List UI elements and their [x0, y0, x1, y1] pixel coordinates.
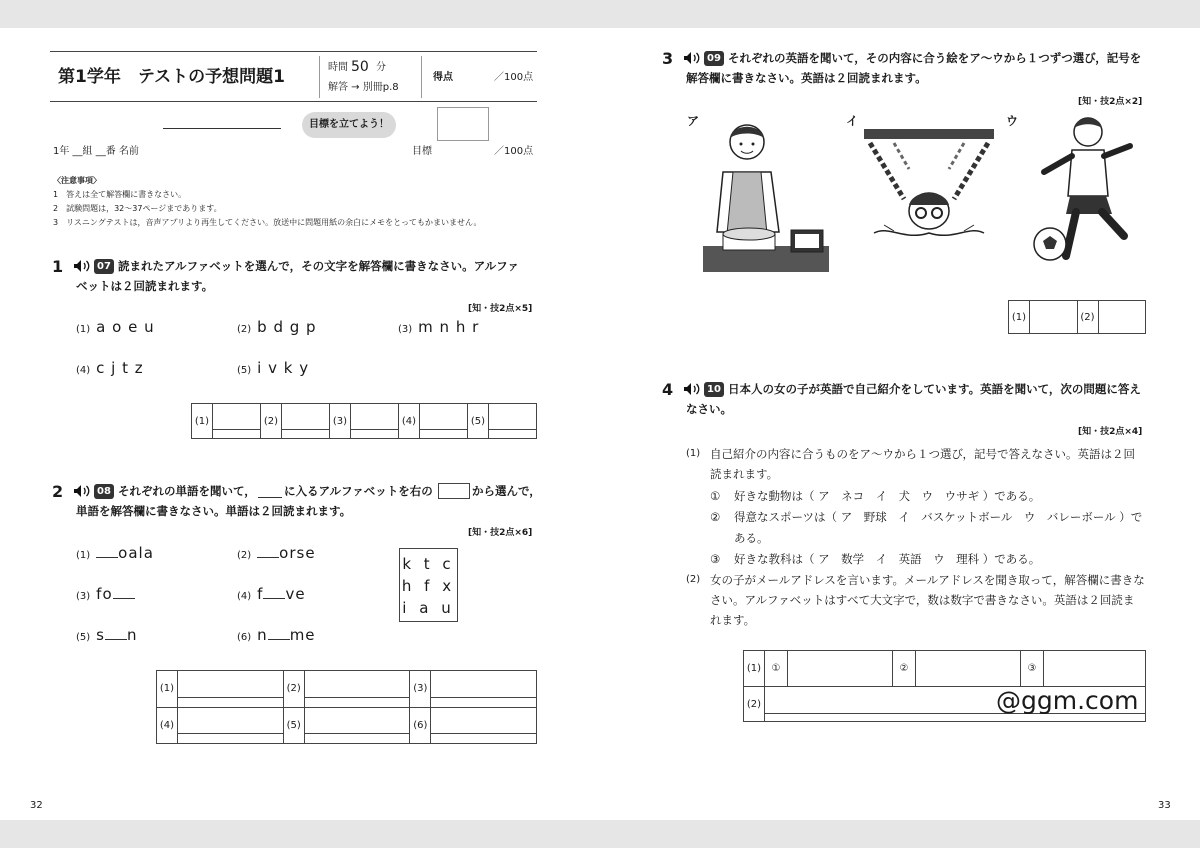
picture-label-i: イ	[846, 114, 859, 128]
blank-example	[258, 497, 282, 498]
q1-answer-cell-3[interactable]	[351, 404, 399, 439]
name-line[interactable]	[163, 128, 281, 129]
question-3-text: それぞれの英語を聞いて，その内容に合う絵をア～ウから１つずつ選び，記号を	[728, 51, 1142, 65]
q2-answer-label-1: (1)	[157, 671, 178, 708]
notes-title: 〈注意事項〉	[53, 176, 101, 185]
question-4-text: 日本人の女の子が英語で自己紹介をしています。英語を聞いて，次の問題に答え	[728, 382, 1141, 396]
question-1-score: [知・技2点×5]	[468, 304, 533, 314]
track-10-badge[interactable]: 10	[704, 382, 724, 397]
score-max: ／100点	[494, 72, 534, 83]
textbook-spread	[0, 28, 1200, 820]
track-08-badge[interactable]: 08	[94, 484, 114, 499]
q2-answer-label-3: (3)	[410, 671, 431, 708]
q1-item-5: (5) i v k y	[237, 359, 310, 377]
swimming-person-icon	[864, 129, 994, 247]
page-number-left: 32	[30, 800, 43, 811]
header-top-rule	[50, 51, 537, 52]
q2-answer-cell-5[interactable]	[304, 707, 410, 744]
q4-sub2-text: 女の子がメールアドレスを言います。メールアドレスを聞き取って，解答欄に書きな	[710, 573, 1145, 587]
choice-3-text: 好きな教科は（ ア 数学 イ 英語 ウ 理科 ）である。	[734, 552, 1041, 566]
q4-sub2-text-2: さい。アルファベットはすべて大文字で，数は数字で書きなさい。英語は２回読ま	[710, 593, 1135, 607]
choice-1-text: 好きな動物は（ ア ネコ イ 犬 ウ ウサギ ）である。	[734, 489, 1041, 503]
q4-answer-sub-label-1: ①	[765, 651, 788, 687]
header-divider	[421, 56, 422, 98]
choice-1-number: ①	[710, 489, 721, 503]
q1-answer-cell-4[interactable]	[420, 404, 468, 439]
q4-sub1-text-2: 読まれます。	[710, 467, 779, 481]
note-3: 3 リスニングテストは，音声アプリより再生してください。放送中に問題用紙の余白にメモをとってもかまいません。	[53, 218, 482, 227]
speaker-icon[interactable]	[683, 51, 701, 65]
cooking-boy-icon	[703, 114, 829, 272]
choice-3-number: ③	[710, 552, 721, 566]
score-label: 得点	[433, 72, 453, 83]
goal-label: 目標	[412, 146, 432, 157]
soccer-boy-icon	[1030, 112, 1150, 272]
question-3-text-2: 解答欄に書きなさい。英語は２回読まれます。	[686, 71, 927, 85]
q3-answer-label-1: (1)	[1009, 301, 1030, 334]
q4-answer-label-2: (2)	[744, 687, 765, 722]
note-1: 1 答えは全て解答欄に書きなさい。	[53, 190, 187, 199]
q4-sub1-text: 自己紹介の内容に合うものをア～ウから１つ選び，記号で答えなさい。英語は２回	[710, 447, 1136, 461]
q2-answer-label-4: (4)	[157, 707, 178, 744]
q4-sub2-text-3: れます。	[710, 613, 756, 627]
track-09-badge[interactable]: 09	[704, 51, 724, 66]
q2-answer-table	[156, 670, 537, 744]
speaker-icon[interactable]	[683, 382, 701, 396]
box-example	[438, 483, 470, 499]
q3-answer-label-2: (2)	[1077, 301, 1098, 334]
q1-answer-label-4: (4)	[399, 404, 420, 439]
name-field-label: 1年 __組 __番 名前	[53, 146, 139, 157]
q1-item-1: (1) a o e u	[76, 318, 155, 336]
question-1-text-2: ベットは２回読まれます。	[76, 279, 214, 293]
answer-reference: 解答 → 別冊p.8	[328, 82, 399, 93]
time-label: 時間	[328, 62, 348, 73]
q4-answer-cell-3[interactable]	[1044, 651, 1146, 687]
q1-answer-label-2: (2)	[261, 404, 282, 439]
track-07-badge[interactable]: 07	[94, 259, 114, 274]
q2-item-6: (6) n me	[237, 626, 316, 644]
speaker-icon[interactable]	[73, 259, 91, 273]
q4-answer-cell-2[interactable]	[916, 651, 1021, 687]
q2-item-1: (1) oala	[76, 544, 154, 562]
q1-answer-table	[191, 403, 537, 439]
question-2-text-c: から選んで，	[472, 484, 541, 498]
note-2: 2 試験問題は，32～37ページまであります。	[53, 204, 222, 213]
q1-answer-label-3: (3)	[330, 404, 351, 439]
letters-row-3: i a u	[402, 599, 455, 617]
q4-answer-sub-label-3: ③	[1021, 651, 1044, 687]
q3-answer-cell-1[interactable]	[1030, 301, 1078, 334]
question-4-number: 4	[662, 380, 674, 399]
q2-answer-label-6: (6)	[410, 707, 431, 744]
question-3-score: [知・技2点×2]	[1078, 97, 1143, 107]
question-2-score: [知・技2点×6]	[468, 528, 533, 538]
email-suffix: @ggm.com	[996, 686, 1139, 715]
question-2-text-b: に入るアルファベットを右の	[284, 484, 433, 498]
time-value: 50	[351, 59, 369, 75]
q1-item-4: (4) c j t z	[76, 359, 144, 377]
q2-answer-cell-4[interactable]	[178, 707, 284, 744]
page-title: 第1学年 テストの予想問題1	[58, 67, 285, 87]
letters-row-2: h f x	[401, 577, 456, 595]
letter-choices-box	[399, 548, 458, 622]
q2-answer-cell-2[interactable]	[304, 671, 410, 708]
q4-answer-sub-label-2: ②	[893, 651, 916, 687]
page-number-right: 33	[1158, 800, 1171, 811]
q2-item-3: (3) fo	[76, 585, 135, 603]
question-2-number: 2	[52, 482, 64, 501]
choice-2-number: ②	[710, 510, 721, 524]
q4-sub1-number: (1)	[686, 448, 701, 459]
q1-answer-cell-5[interactable]	[489, 404, 537, 439]
question-1-number: 1	[52, 257, 64, 276]
question-1-text: 読まれたアルファベットを選んで，その文字を解答欄に書きなさい。アルファ	[118, 259, 519, 273]
goal-button[interactable]: 目標を立てよう！	[302, 112, 396, 138]
picture-label-a: ア	[687, 114, 700, 128]
goal-input-box[interactable]	[437, 107, 489, 141]
time-unit: 分	[376, 62, 386, 73]
q2-answer-cell-6[interactable]	[431, 707, 537, 744]
q1-answer-label-1: (1)	[192, 404, 213, 439]
speaker-icon[interactable]	[73, 484, 91, 498]
q4-answer-label-1: (1)	[744, 651, 765, 687]
q1-item-3: (3) m n h r	[398, 318, 480, 336]
header-divider	[319, 56, 320, 98]
q2-item-2: (2) orse	[237, 544, 316, 562]
q3-answer-cell-2[interactable]	[1098, 301, 1146, 334]
q4-sub2-number: (2)	[686, 574, 701, 585]
q1-answer-cell-2[interactable]	[282, 404, 330, 439]
q2-answer-label-2: (2)	[283, 671, 304, 708]
q2-item-5: (5) s n	[76, 626, 138, 644]
q2-item-4: (4) f ve	[237, 585, 306, 603]
question-4-text-2: なさい。	[686, 402, 732, 416]
header-bottom-rule	[50, 101, 537, 102]
question-2-text-2: 単語を解答欄に書きなさい。単語は２回読まれます。	[76, 504, 352, 518]
q3-answer-table	[1008, 300, 1146, 334]
choice-2-text: 得意なスポーツは（ ア 野球 イ バスケットボール ウ バレーボール ）で	[734, 510, 1143, 524]
question-4-score: [知・技2点×4]	[1078, 427, 1143, 437]
q1-answer-label-5: (5)	[468, 404, 489, 439]
q1-item-2: (2) b d g p	[237, 318, 317, 336]
question-2-text-a: それぞれの単語を聞いて，	[118, 484, 256, 498]
q2-answer-label-5: (5)	[283, 707, 304, 744]
letters-row-1: k t c	[402, 555, 455, 573]
q2-answer-cell-1[interactable]	[178, 671, 284, 708]
choice-2-text-cont: ある。	[734, 531, 769, 545]
q4-answer-cell-1[interactable]	[788, 651, 893, 687]
goal-max: ／100点	[494, 146, 534, 157]
picture-label-u: ウ	[1006, 114, 1019, 128]
q1-answer-cell-1[interactable]	[213, 404, 261, 439]
q2-answer-cell-3[interactable]	[431, 671, 537, 708]
question-3-number: 3	[662, 49, 674, 68]
